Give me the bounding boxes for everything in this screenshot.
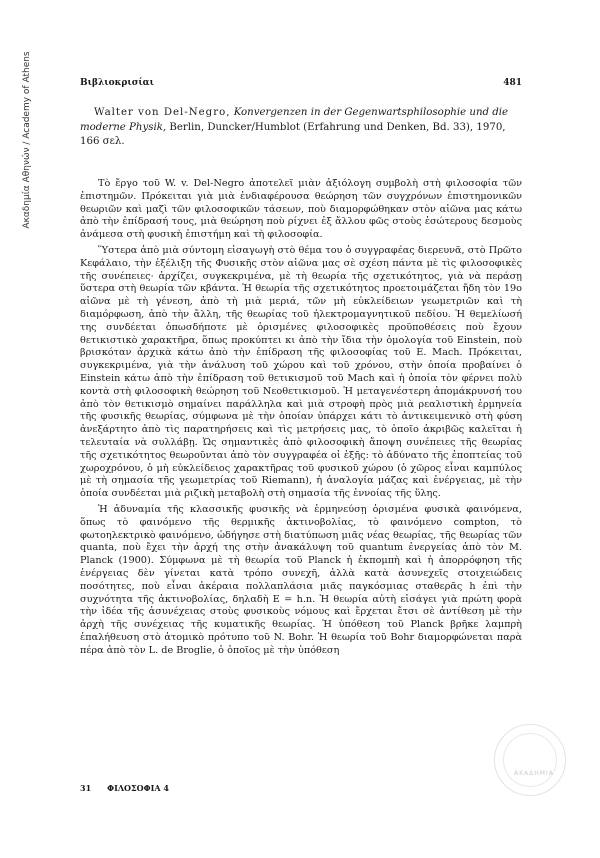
review-citation: [80, 106, 522, 150]
review-author: Walter von Del-Negro,: [94, 107, 231, 118]
archive-watermark: Ακαδημία Αθηνών / Academy of Athens: [22, 51, 32, 229]
paragraph: Ἡ ἀδυναμία τῆς κλασσικῆς φυσικῆς νὰ ἑρμηνεύσῃ ὁρισμένα φυσικὰ φαινόμενα, ὅπως τὸ φαινόμενο τῆς θερμικῆς ἀκτινοβολίας, τὸ φαινόμενο compton, τὸ φωτοηλεκτρικὸ φαινόμενο, ὡδήγησε στὴ διατύπωση μιᾶς νέας θεωρίας, τῆς θεωρίας τῶν quanta, ποὺ ἔχει τὴν ἀρχή της στὴν ἀνακάλυψη τοῦ quantum ἐνεργείας ἀπὸ τὸν M. Planck (1900). Σύμφωνα μὲ τὴ θεωρία τοῦ Planck ἡ ἐκπομπὴ καὶ ἡ ἀπορρόφηση τῆς ἐνέργειας δὲν γίνεται κατὰ τρόπο συνεχῆ, ἀλλὰ κατὰ ἀσυνεχεῖς στοιχειώδεις ποσότητες, ποὺ εἶναι ἀκέραια πολλαπλάσια μιᾶς παγκόσμιας σταθερᾶς h ἐπὶ τὴν συχνότητα τῆς ἀκτινοβολίας, δηλαδὴ E = h.n. Ἡ θεωρία αὐτὴ εἰσάγει γιὰ πρώτη φορὰ τὴν ἰδέα τῆς ἀσυνέχειας στοὺς φυσικοὺς νόμους καὶ ἔρχεται ἔτσι σὲ ἀντίθεση μὲ τὴν ἀρχὴ τῆς συνέχειας τῆς κυματικῆς θεωρίας. Ἡ ὑπόθεση τοῦ Planck βρῆκε λαμπρὴ ἐπαλήθευση στὸ ἀτομικὸ πρότυπο τοῦ N. Bohr. Ἡ θεωρία τοῦ Bohr διαμορφώνεται παρὰ πέρα ἀπὸ τὸν L. de Broglie, ὁ ὁποῖος μὲ τὴν ὑπόθεση: [80, 503, 522, 656]
page-number: 481: [503, 78, 522, 88]
paragraph: Τὸ ἔργο τοῦ W. v. Del-Negro ἀποτελεῖ μιὰν ἀξιόλογη συμβολὴ στὴ φιλοσοφία τῶν ἐπιστημῶν. Πρόκειται γιὰ μιὰ ἐνδιαφέρουσα θεώρηση τῶν συγχρόνων ἐπιστημονικῶν θεωριῶν καὶ μαζὶ τῶν φιλοσοφικῶν τάσεων, ποὺ διαμορφώθηκαν στὸν αἰῶνα μας κάτω ἀπὸ τὴν ἐπίδρασή τους, μιὰ θεώρηση ποὺ ρίχνει ἐξ ἄλλου φῶς στοὺς ἐσώτερους δεσμοὺς ἀνάμεσα στὴ φυσικὴ ἐπιστήμη καὶ τὴ φιλοσοφία.: [80, 178, 522, 241]
section-title: Βιβλιοκρισίαι: [80, 78, 154, 88]
stamp-label: ΑΚΑΔΗΜΙΑ: [514, 770, 554, 777]
library-stamp: [494, 724, 566, 796]
review-body: [80, 170, 522, 660]
review-publisher: Berlin, Duncker/Humblot (Erfahrung und Denken, Bd. 33), 1970, 166 σελ.: [80, 121, 506, 147]
page-footer: [80, 783, 169, 793]
page-header: [80, 78, 522, 88]
paragraph: Ὕστερα ἀπὸ μιὰ σύντομη εἰσαγωγὴ στὸ θέμα του ὁ συγγραφέας διερευνᾶ, στὸ Πρῶτο Κεφάλαιο, τὴν ἐξέλιξη τῆς Φυσικῆς στὸν αἰῶνα μας σὲ σχέση πάντα μὲ τὶς φιλοσοφικὲς τῆς συνέπειες· ἀρχίζει, συγκεκριμένα, μὲ τὴ θεωρία τῆς σχετικότητος, γιὰ νὰ περάσῃ ὕστερα στὴ θεωρία τῶν κβάντα. Ἡ θεωρία τῆς σχετικότητος προετοιμάζεται ἤδη τὸν 19ο αἰῶνα μὲ τὴ γένεση, ἀπὸ τὴ μιὰ μεριά, τῶν μὴ εὐκλείδειων γεωμετριῶν καὶ τὴ διαμόρφωση, ἀπὸ τὴν ἄλλη, τῆς θεωρίας τοῦ ἠλεκτρομαγνητικοῦ πεδίου. Ἡ θεμελίωσή της συνδέεται ὁπωσδήποτε μὲ ὁρισμένες φιλοσοφικὲς προϋποθέσεις ποὺ ἔχουν θετικιστικὸ χαρακτῆρα, ὅπως προκύπτει κι ἀπὸ τὴν ἴδια τὴν ὁμολογία τοῦ Einstein, ποὺ βρισκόταν ἀρχικὰ κάτω ἀπὸ τὴν ἐπίδραση τῆς φιλοσοφίας τοῦ E. Mach. Πρόκειται, συγκεκριμένα, γιὰ τὴν ἀνάλυση τοῦ χώρου καὶ τοῦ χρόνου, στὴν ὁποία προβαίνει ὁ Einstein κάτω ἀπὸ τὴν ἐπίδραση τοῦ θετικισμοῦ τοῦ Mach καὶ ἡ ὁποία τὸν φέρνει πολὺ κοντὰ στὴ φιλοσοφικὴ θεώρηση τοῦ Νεοθετικισμοῦ. Ἡ μεταγενέστερη ἀπομάκρυνσή του ἀπὸ τὸν θετικισμὸ σημαίνει παράλληλα καὶ μιὰ στροφὴ πρὸς μιὰ ρεαλιστικὴ ἑρμηνεία τῆς φυσικῆς θεωρίας, σύμφωνα μὲ τὴν ὁποίαν ὑπάρχει κάτι τὸ ἀντικειμενικὸ στὴ φύση ἀνεξάρτητο ἀπὸ τὶς παρατηρήσεις καὶ τὶς μετρήσεις μας, τὸ ὁποῖο ἀκριβῶς καλεῖται ἡ τελευταία νὰ συλλάβῃ. Ὡς σημαντικὲς ἀπὸ φιλοσοφικὴ ἄποψη συνέπειες τῆς θεωρίας τῆς σχετικότητος θεωροῦνται ἀπὸ τὸν συγγραφέα οἱ ἑξῆς: τὸ ἀδύνατο τῆς ἐποπτείας τοῦ χωροχρόνου, ὁ μὴ εὐκλείδειος χαρακτῆρας τοῦ φυσικοῦ χώρου (ὁ χῶρος εἶναι καμπύλος μὲ τὴ σημασία τῆς γεωμετρίας τοῦ Riemann), ἡ ἀναλογία μάζας καὶ ἐνέργειας, μὲ τὴν ὁποία συνδέεται μιὰ ριζικὴ μεταβολὴ στὴ σημασία τῆς ἐννοίας τῆς ὕλης.: [80, 244, 522, 500]
review-book-title: Konvergenzen in der Gegenwartsphilosophie und die moderne Physik,: [80, 107, 509, 133]
journal-name: ΦΙΛΟΣΟΦΙΑ 4: [107, 783, 169, 793]
signature-mark: 31: [80, 783, 92, 793]
